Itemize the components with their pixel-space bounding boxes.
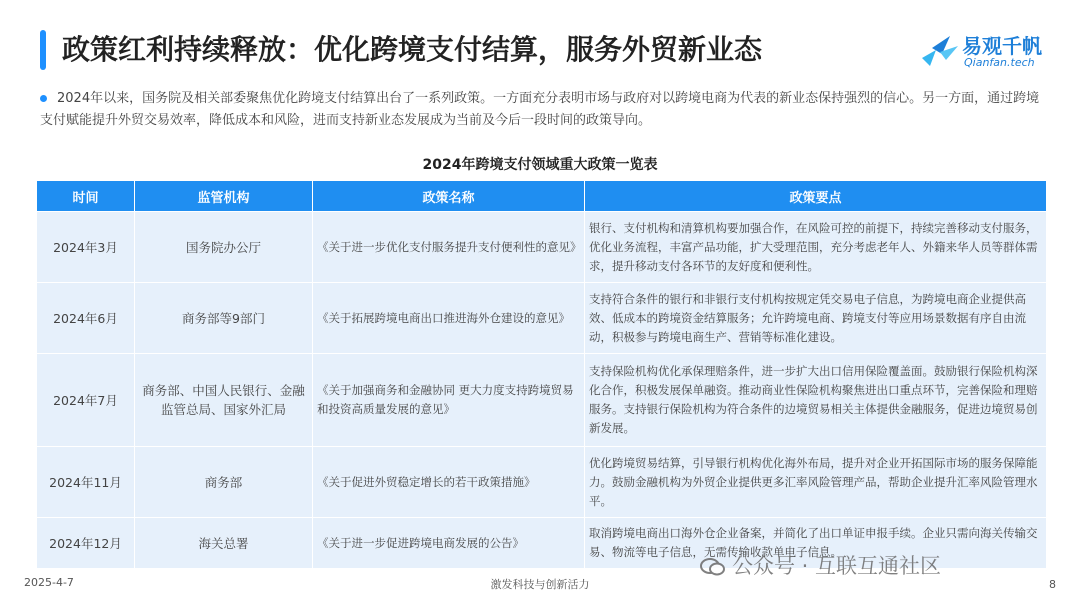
watermark-text: 公众号 · 互联互通社区 — [732, 554, 942, 578]
title-accent-bar — [40, 30, 46, 70]
cell-policy-points: 优化跨境贸易结算，引导银行机构优化海外布局，提升对企业开拓国际市场的服务保障能力。鼓励金融机构为外贸企业提供更多汇率风险管理产品，帮助企业提升汇率风险管理水平。 — [585, 447, 1047, 518]
header-agency: 监管机构 — [135, 181, 313, 212]
cell-policy-points: 银行、支付机构和清算机构要加强合作，在风险可控的前提下，持续完善移动支付服务，优化业务流程，丰富产品功能，扩大受理范围，充分考虑老年人、外籍来华人员等群体需求，提升移动支付各环节的友好度和便利性。 — [585, 212, 1047, 283]
cell-time: 2024年11月 — [37, 447, 135, 518]
cell-time: 2024年3月 — [37, 212, 135, 283]
cell-policy-name: 《关于进一步优化支付服务提升支付便利性的意见》 — [313, 212, 585, 283]
brand-logo — [920, 28, 1066, 76]
policy-table — [36, 180, 1047, 569]
intro-text: 2024年以来，国务院及相关部委聚焦优化跨境支付结算出台了一系列政策。一方面充分表明市场与政府对以跨境电商为代表的新业态保持强烈的信心。另一方面，通过跨境支付赋能提升外贸交易效率，降低成本和风险，进而支持新业态发展成为当前及今后一段时间的政策导向。 — [40, 91, 1040, 128]
intro-paragraph — [40, 88, 1050, 132]
cell-policy-name: 《关于拓展跨境电商出口推进海外仓建设的意见》 — [313, 283, 585, 354]
table-row — [37, 283, 1047, 354]
page-number: 8 — [1049, 578, 1056, 591]
cell-time: 2024年12月 — [37, 518, 135, 569]
cell-agency: 商务部、中国人民银行、金融监管总局、国家外汇局 — [135, 354, 313, 447]
bullet-dot-icon — [40, 95, 47, 102]
cell-agency: 商务部等9部门 — [135, 283, 313, 354]
page-title: 政策红利持续释放：优化跨境支付结算，服务外贸新业态 — [62, 33, 763, 66]
wechat-icon — [700, 557, 726, 577]
cell-policy-name: 《关于进一步促进跨境电商发展的公告》 — [313, 518, 585, 569]
bird-logo-icon — [920, 32, 960, 70]
cell-time: 2024年7月 — [37, 354, 135, 447]
logo-text-cn: 易观千帆 — [962, 34, 1042, 58]
logo-text-en: Qianfan.tech — [964, 56, 1035, 69]
watermark — [700, 550, 941, 580]
table-row — [37, 447, 1047, 518]
cell-policy-points: 支持符合条件的银行和非银行支付机构按规定凭交易电子信息，为跨境电商企业提供高效、低成本的跨境资金结算服务；允许跨境电商、跨境支付等应用场景数据有序自由流动，积极参与跨境电商生产、营销等标准化建设。 — [585, 283, 1047, 354]
header-time: 时间 — [37, 181, 135, 212]
footer-slogan: 激发科技与创新活力 — [490, 578, 590, 591]
table-row — [37, 354, 1047, 447]
cell-time: 2024年6月 — [37, 283, 135, 354]
header-policy-name: 政策名称 — [313, 181, 585, 212]
cell-agency: 商务部 — [135, 447, 313, 518]
table-title: 2024年跨境支付领域重大政策一览表 — [422, 157, 658, 173]
table-header-row — [37, 181, 1047, 212]
cell-policy-name: 《关于加强商务和金融协同 更大力度支持跨境贸易和投资高质量发展的意见》 — [313, 354, 585, 447]
cell-policy-points: 取消跨境电商出口海外仓企业备案，并简化了出口单证申报手续。企业只需向海关传输交易、物流等电子信息，无需传输收款单电子信息。 — [585, 518, 1047, 569]
cell-agency: 海关总署 — [135, 518, 313, 569]
table-row — [37, 212, 1047, 283]
cell-policy-points: 支持保险机构优化承保理赔条件，进一步扩大出口信用保险覆盖面。鼓励银行保险机构深化合作，积极发展保单融资。推动商业性保险机构聚焦进出口重点环节，完善保险和理赔服务。支持银行保险机构为符合条件的边境贸易相关主体提供金融服务，促进边境贸易创新发展。 — [585, 354, 1047, 447]
header-policy-points: 政策要点 — [585, 181, 1047, 212]
footer-date: 2025-4-7 — [24, 576, 74, 589]
cell-policy-name: 《关于促进外贸稳定增长的若干政策措施》 — [313, 447, 585, 518]
cell-agency: 国务院办公厅 — [135, 212, 313, 283]
